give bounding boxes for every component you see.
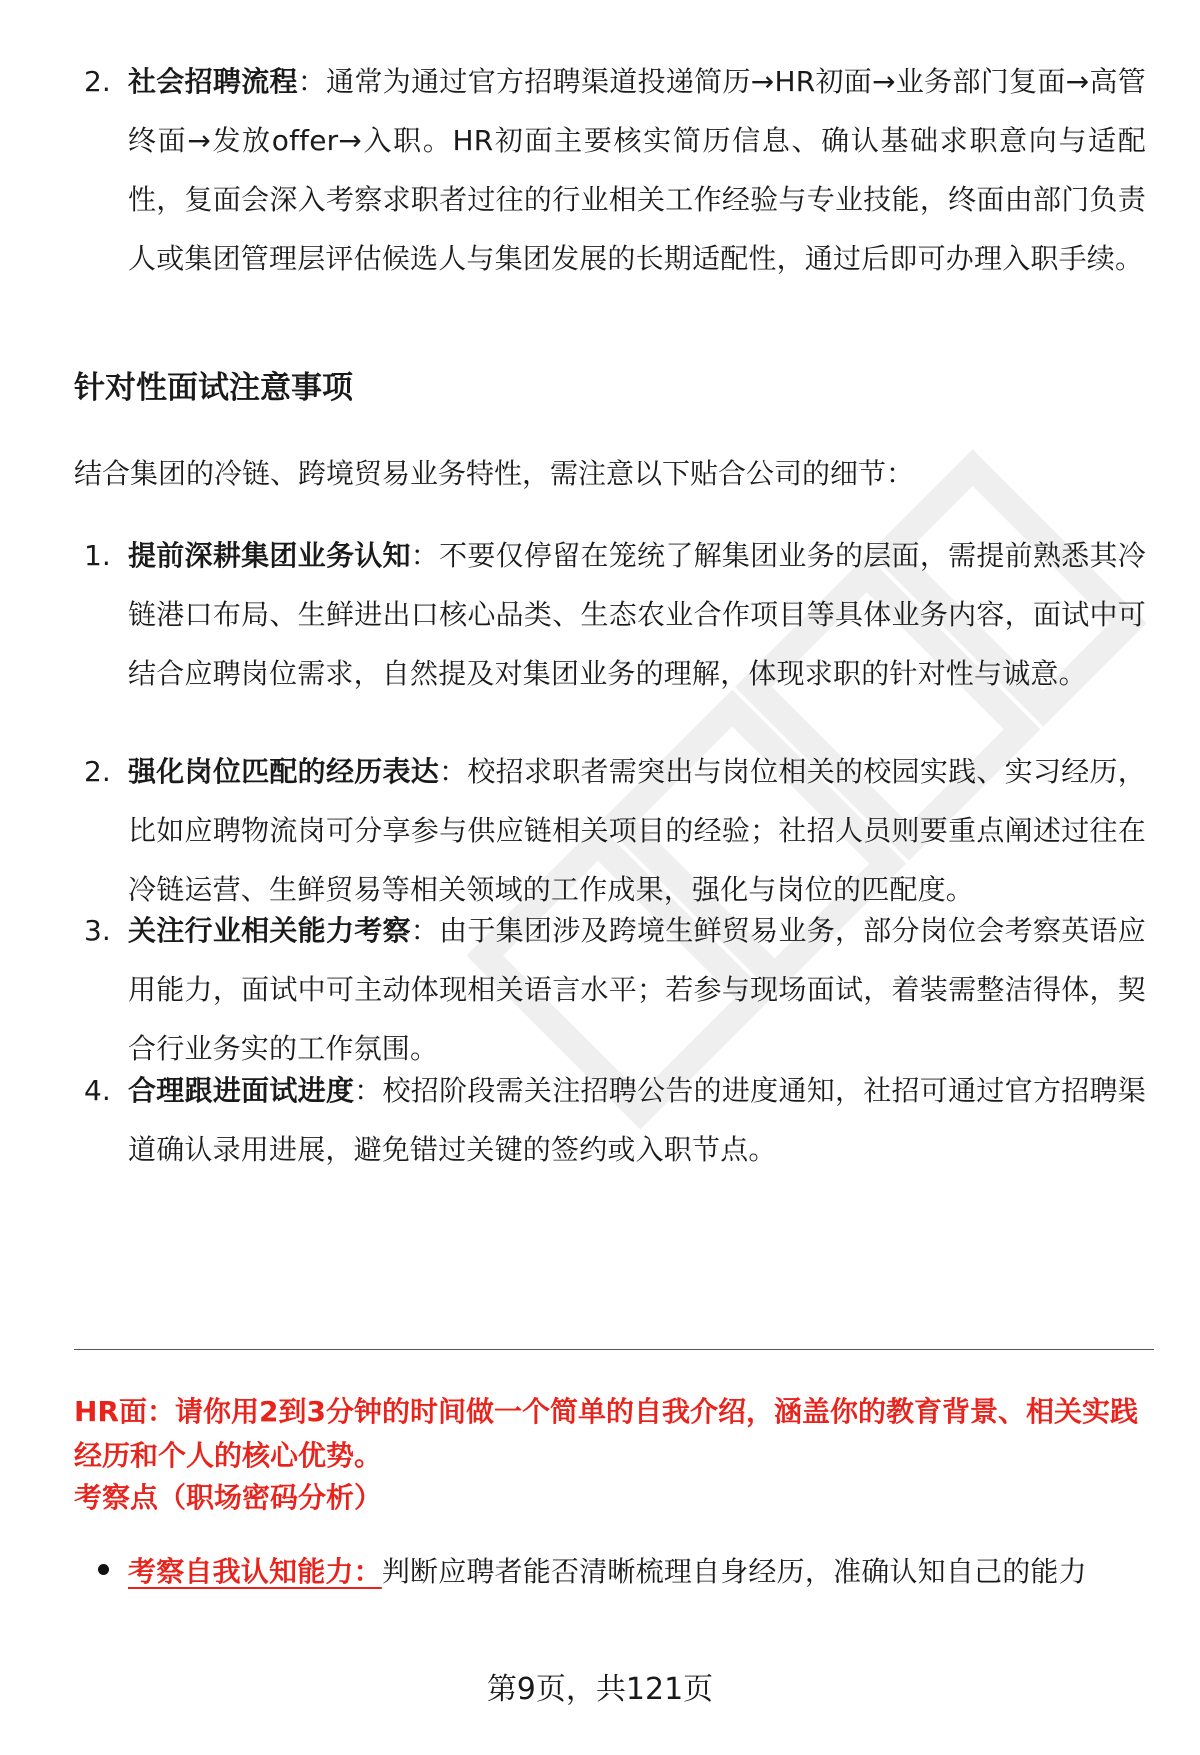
list-item-text: ：校招求职者需突出与岗位相关的校园实践、实习经历，比如应聘物流岗可分享参与供应链相关项目的经验；社招人员则要重点阐述过往在冷链运营、生鲜贸易等相关领域的工作成果，强化与岗位的匹配度。	[128, 755, 1146, 906]
list-item-body	[128, 52, 1146, 288]
list-item-body	[128, 526, 1146, 703]
list-number: 3.	[84, 914, 111, 947]
list-item-term: 强化岗位匹配的经历表达	[128, 755, 440, 788]
section-intro: 结合集团的冷链、跨境贸易业务特性，需注意以下贴合公司的细节：	[74, 457, 915, 490]
list-item-text: ：校招阶段需关注招聘公告的进度通知，社招可通过官方招聘渠道确认录用进展，避免错过关键的签约或入职节点。	[128, 1074, 1146, 1166]
list-item-body	[128, 742, 1146, 919]
list-item-term: 合理跟进面试进度	[128, 1074, 355, 1107]
list-item-text: ：不要仅停留在笼统了解集团业务的层面，需提前熟悉其冷链港口布局、生鲜进出口核心品类、生态农业合作项目等具体业务内容，面试中可结合应聘岗位需求，自然提及对集团业务的理解，体现求职的针对性与诚意。	[128, 539, 1146, 690]
list-item-term: 考察自我认知能力：	[128, 1555, 382, 1588]
list-item-term: 社会招聘流程	[128, 65, 298, 98]
list-number: 2.	[84, 65, 111, 98]
tip-item-1	[84, 526, 1146, 703]
list-item-body	[128, 1061, 1146, 1179]
list-number: 4.	[84, 1074, 111, 1107]
page-footer: 第9页，共121页	[486, 1672, 714, 1707]
tip-item-4	[84, 1061, 1146, 1179]
tip-item-3	[84, 901, 1146, 1078]
bullet-icon	[98, 1564, 109, 1575]
tip-item-2	[84, 742, 1146, 919]
hr-question: HR面：请你用2到3分钟的时间做一个简单的自我介绍，涵盖你的教育背景、相关实践经历和个人的核心优势。	[74, 1395, 1138, 1472]
list-item-body	[128, 1542, 1146, 1601]
list-item-body	[128, 901, 1146, 1078]
list-item-term: 关注行业相关能力考察	[128, 914, 411, 947]
list-item-text: ：通常为通过官方招聘渠道投递简历→HR初面→业务部门复面→高管终面→发放offer→入职。HR初面主要核实简历信息、确认基础求职意向与适配性，复面会深入考察求职者过往的行业相关工作经验与专业技能，终面由部门负责人或集团管理层评估候选人与集团发展的长期适配性，通过后即可办理入职手续。	[128, 65, 1146, 275]
section-heading: 针对性面试注意事项	[74, 370, 353, 406]
list-number: 1.	[84, 539, 111, 572]
divider	[74, 1349, 1154, 1350]
list-number: 2.	[84, 755, 111, 788]
recruitment-process-item	[84, 52, 1146, 288]
list-item-term: 提前深耕集团业务认知	[128, 539, 411, 572]
list-item-text: ：由于集团涉及跨境生鲜贸易业务，部分岗位会考察英语应用能力，面试中可主动体现相关语言水平；若参与现场面试，着装需整洁得体，契合行业务实的工作氛围。	[128, 914, 1146, 1065]
exam-points-heading: 考察点（职场密码分析）	[74, 1481, 383, 1514]
exam-point-bullet	[84, 1542, 1146, 1601]
list-item-text: 判断应聘者能否清晰梳理自身经历，准确认知自己的能力	[381, 1555, 1087, 1588]
